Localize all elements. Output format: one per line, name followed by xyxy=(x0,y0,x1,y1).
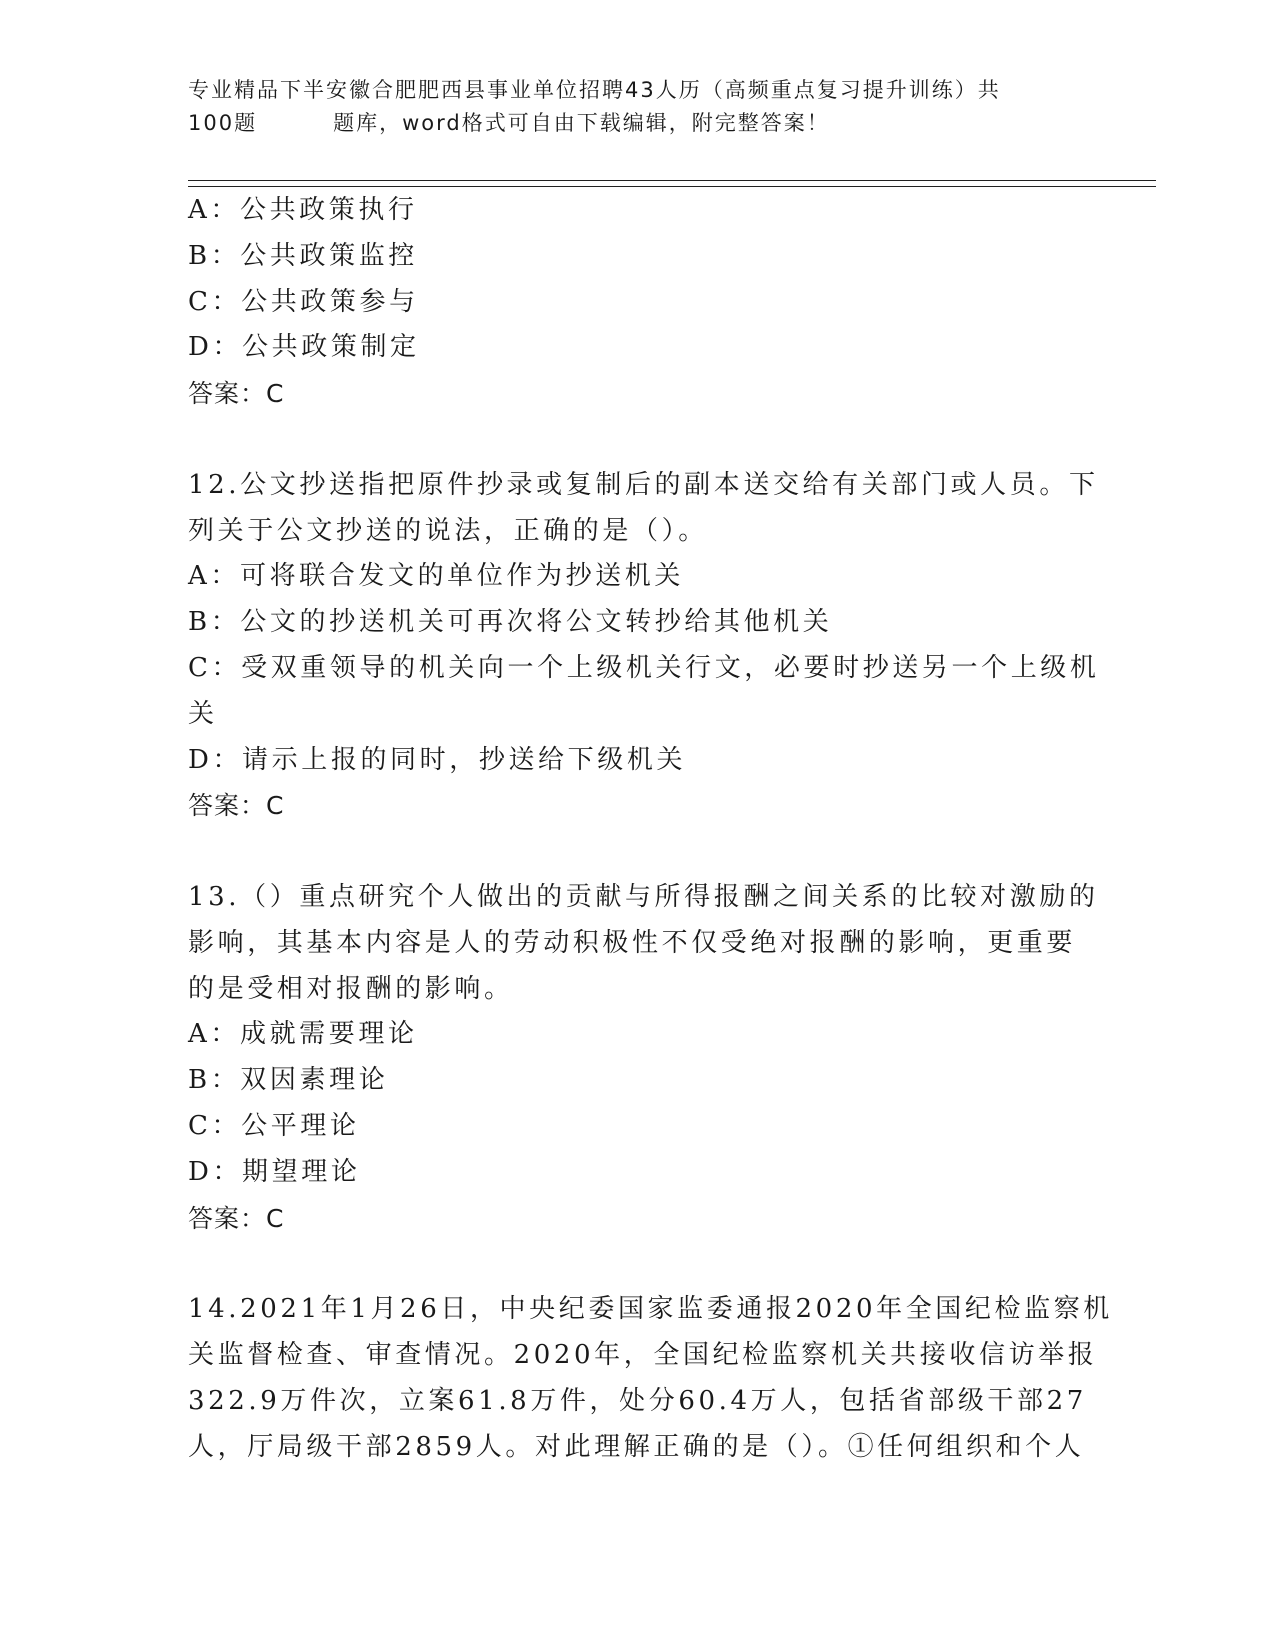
header-description: 题库，word格式可自由下载编辑，附完整答案！ xyxy=(333,111,830,135)
header-question-count: 100题 xyxy=(188,111,258,135)
option-d: D：期望理论 xyxy=(188,1156,361,1187)
header-rule-bottom xyxy=(188,186,1156,187)
question-stem-line: 人，厅局级干部2859人。对此理解正确的是（）。①任何组织和个人 xyxy=(188,1431,1085,1462)
answer: 答案：C xyxy=(188,379,285,409)
option-a: A：可将联合发文的单位作为抄送机关 xyxy=(188,561,684,592)
header-line-2 xyxy=(188,107,1088,140)
question-stem-line: 列关于公文抄送的说法，正确的是（）。 xyxy=(188,515,708,546)
header-line-1: 专业精品下半安徽合肥肥西县事业单位招聘43人历（高频重点复习提升训练）共 xyxy=(188,78,1001,102)
option-c: C：公共政策参与 xyxy=(188,286,419,317)
question-stem-line: 14.2021年1月26日，中央纪委国家监委通报2020年全国纪检监察机 xyxy=(188,1294,1113,1325)
option-c: C：受双重领导的机关向一个上级机关行文，必要时抄送另一个上级机 xyxy=(188,652,1100,683)
option-a: A：公共政策执行 xyxy=(188,195,418,225)
question-14 xyxy=(188,1287,1113,1470)
option-c: C：公平理论 xyxy=(188,1110,360,1141)
question-stem-line: 关监督检查、审查情况。2020年，全国纪检监察机关共接收信访举报 xyxy=(188,1339,1098,1370)
option-b: B：公文的抄送机关可再次将公文转抄给其他机关 xyxy=(188,607,833,638)
question-stem-line: 13.（）重点研究个人做出的贡献与所得报酬之间关系的比较对激励的 xyxy=(188,881,1099,912)
question-stem-line: 影响，其基本内容是人的劳动积极性不仅受绝对报酬的影响，更重要 xyxy=(188,927,1077,958)
question-11 xyxy=(188,188,1088,417)
question-12 xyxy=(188,463,1100,829)
answer: 答案：C xyxy=(188,1203,285,1233)
question-stem-line: 322.9万件次，立案61.8万件，处分60.4万人，包括省部级干部27 xyxy=(188,1385,1087,1416)
header-rule-top xyxy=(188,180,1156,181)
page-header xyxy=(188,74,1088,140)
question-stem-line: 12.公文抄送指把原件抄录或复制后的副本送交给有关部门或人员。下 xyxy=(188,469,1099,500)
option-b: B：公共政策监控 xyxy=(188,240,418,271)
answer: 答案：C xyxy=(188,791,285,821)
option-d: D：请示上报的同时，抄送给下级机关 xyxy=(188,744,687,775)
option-c-continued: 关 xyxy=(188,698,218,729)
option-d: D：公共政策制定 xyxy=(188,332,420,363)
option-b: B：双因素理论 xyxy=(188,1065,389,1096)
question-list xyxy=(188,188,1113,1470)
question-stem-line: 的是受相对报酬的影响。 xyxy=(188,973,514,1004)
option-a: A：成就需要理论 xyxy=(188,1019,418,1050)
question-13 xyxy=(188,875,1099,1241)
